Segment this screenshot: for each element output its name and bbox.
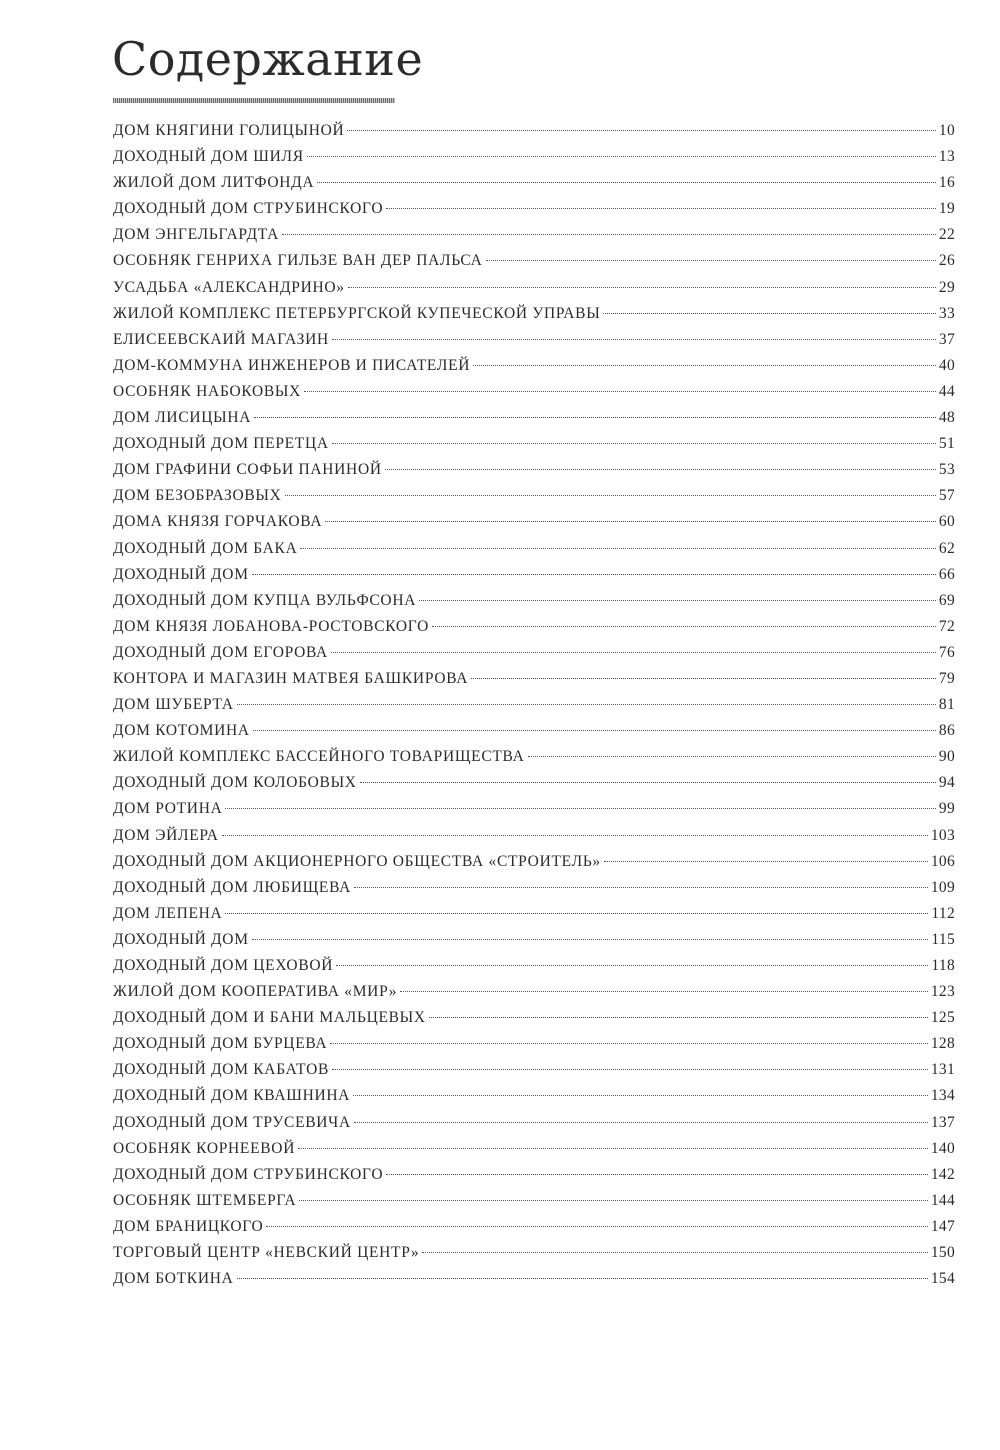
toc-entry[interactable] bbox=[113, 383, 955, 409]
toc-entry-page-number: 128 bbox=[930, 1035, 955, 1053]
toc-entry-page-number: 48 bbox=[938, 409, 955, 427]
toc-entry-title: ДОХОДНЫЙ ДОМ КАБАТОВ bbox=[113, 1061, 330, 1079]
toc-entry[interactable] bbox=[113, 1166, 955, 1192]
toc-entry[interactable] bbox=[113, 618, 955, 644]
toc-entry-page-number: 69 bbox=[938, 591, 955, 609]
toc-entry-title: ДОХОДНЫЙ ДОМ И БАНИ МАЛЬЦЕВЫХ bbox=[113, 1009, 426, 1027]
toc-entry-title: ЖИЛОЙ КОМПЛЕКС ПЕТЕРБУРГСКОЙ КУПЕЧЕСКОЙ УПРАВЫ bbox=[113, 304, 601, 322]
dot-leader bbox=[330, 1043, 928, 1044]
toc-entry[interactable] bbox=[113, 1270, 955, 1296]
toc-entry-title: ДОМ ЛИСИЦЫНА bbox=[113, 409, 252, 427]
toc-entry[interactable] bbox=[113, 305, 955, 331]
dot-leader bbox=[400, 991, 928, 992]
toc-entry-page-number: 16 bbox=[938, 174, 955, 192]
toc-entry[interactable] bbox=[113, 592, 955, 618]
toc-entry-page-number: 90 bbox=[938, 748, 955, 766]
toc-entry[interactable] bbox=[113, 1009, 955, 1035]
toc-entry-title: ТОРГОВЫЙ ЦЕНТР «НЕВСКИЙ ЦЕНТР» bbox=[113, 1244, 420, 1262]
toc-entry-page-number: 13 bbox=[938, 148, 955, 166]
toc-entry[interactable] bbox=[113, 409, 955, 435]
toc-entry-title: ДОМ ГРАФИНИ СОФЬИ ПАНИНОЙ bbox=[113, 461, 382, 479]
dot-leader bbox=[432, 626, 936, 627]
toc-entry-title: ДОМ КОТОМИНА bbox=[113, 722, 250, 740]
toc-entry-page-number: 86 bbox=[938, 722, 955, 740]
dot-leader bbox=[325, 521, 936, 522]
toc-entry-page-number: 103 bbox=[930, 826, 955, 844]
toc-entry[interactable] bbox=[113, 461, 955, 487]
toc-entry-page-number: 22 bbox=[938, 226, 955, 244]
toc-entry[interactable] bbox=[113, 644, 955, 670]
toc-entry[interactable] bbox=[113, 696, 955, 722]
toc-entry-page-number: 137 bbox=[930, 1113, 955, 1131]
dot-leader bbox=[336, 965, 928, 966]
toc-entry[interactable] bbox=[113, 748, 955, 774]
toc-entry[interactable] bbox=[113, 566, 955, 592]
toc-entry-page-number: 150 bbox=[930, 1244, 955, 1262]
toc-entry-title: ОСОБНЯК ГЕНРИХА ГИЛЬЗЕ ВАН ДЕР ПАЛЬСА bbox=[113, 252, 483, 270]
dot-leader bbox=[353, 1095, 928, 1096]
dot-leader bbox=[528, 756, 936, 757]
toc-entry[interactable] bbox=[113, 1114, 955, 1140]
toc-entry-title: ДОМ ШУБЕРТА bbox=[113, 696, 234, 714]
toc-entry[interactable] bbox=[113, 853, 955, 879]
dot-leader bbox=[222, 835, 928, 836]
dot-leader bbox=[385, 469, 936, 470]
toc-entry-title: ДОХОДНЫЙ ДОМ ТРУСЕВИЧА bbox=[113, 1113, 351, 1131]
toc-entry-title: ДОХОДНЫЙ ДОМ КУПЦА ВУЛЬФСОНА bbox=[113, 591, 417, 609]
toc-entry[interactable] bbox=[113, 957, 955, 983]
toc-entry-title: ДОМ РОТИНА bbox=[113, 800, 223, 818]
toc-entry[interactable] bbox=[113, 357, 955, 383]
toc-entry-title: ДОХОДНЫЙ ДОМ bbox=[113, 565, 249, 583]
toc-entry-page-number: 37 bbox=[938, 330, 955, 348]
toc-entry[interactable] bbox=[113, 905, 955, 931]
dot-leader bbox=[603, 313, 935, 314]
dot-leader bbox=[354, 887, 928, 888]
toc-entry-title: ОСОБНЯК ШТЕМБЕРГА bbox=[113, 1191, 297, 1209]
toc-entry[interactable] bbox=[113, 1192, 955, 1218]
dot-leader bbox=[298, 1148, 928, 1149]
toc-entry[interactable] bbox=[113, 800, 955, 826]
toc-entry-title: ДОХОДНЫЙ ДОМ ЛЮБИЩЕВА bbox=[113, 878, 352, 896]
toc-entry[interactable] bbox=[113, 252, 955, 278]
toc-entry-title: ДОМ БРАНИЦКОГО bbox=[113, 1217, 264, 1235]
toc-entry-page-number: 118 bbox=[931, 957, 955, 974]
toc-entry-page-number: 106 bbox=[930, 852, 955, 870]
dot-leader bbox=[386, 208, 936, 209]
toc-entry-title: ДОХОДНЫЙ ДОМ КВАШНИНА bbox=[113, 1087, 351, 1105]
toc-entry-title: ДОХОДНЫЙ ДОМ БАКА bbox=[113, 539, 298, 557]
dot-leader bbox=[354, 1122, 928, 1123]
toc-entry-page-number: 112 bbox=[931, 904, 955, 922]
dot-leader bbox=[486, 260, 936, 261]
toc-entry-page-number: 26 bbox=[938, 252, 955, 270]
toc-entry[interactable] bbox=[113, 722, 955, 748]
dot-leader bbox=[225, 808, 935, 809]
toc-entry-title: ЖИЛОЙ ДОМ КООПЕРАТИВА «МИР» bbox=[113, 983, 398, 1001]
dot-leader bbox=[348, 287, 936, 288]
dot-leader bbox=[332, 339, 936, 340]
toc-entry-title: ДОХОДНЫЙ ДОМ СТРУБИНСКОГО bbox=[113, 200, 384, 218]
page-title: Содержание bbox=[112, 32, 424, 86]
toc-entry-title: ДОМ ЭНГЕЛЬГАРДТА bbox=[113, 226, 280, 244]
toc-entry[interactable] bbox=[113, 148, 955, 174]
toc-entry[interactable] bbox=[113, 174, 955, 200]
toc-entry-page-number: 29 bbox=[938, 278, 955, 296]
toc-entry[interactable] bbox=[113, 331, 955, 357]
toc-entry-title: ДОХОДНЫЙ ДОМ ЦЕХОВОЙ bbox=[113, 957, 334, 974]
toc-entry-page-number: 33 bbox=[938, 304, 955, 322]
dot-leader bbox=[422, 1252, 927, 1253]
toc-entry[interactable] bbox=[113, 827, 955, 853]
toc-entry-title: ДОМ ЛЕПЕНА bbox=[113, 904, 223, 922]
toc-entry-page-number: 147 bbox=[930, 1217, 955, 1235]
toc-entry-page-number: 79 bbox=[938, 669, 955, 687]
dot-leader bbox=[253, 730, 936, 731]
toc-entry[interactable] bbox=[113, 1218, 955, 1244]
dot-leader bbox=[317, 182, 936, 183]
dot-leader bbox=[254, 417, 936, 418]
toc-entry-title: ДОХОДНЫЙ ДОМ АКЦИОНЕРНОГО ОБЩЕСТВА «СТРОИТЕЛЬ» bbox=[113, 852, 601, 870]
toc-entry[interactable] bbox=[113, 1244, 955, 1270]
toc-entry-page-number: 72 bbox=[938, 617, 955, 635]
dot-leader bbox=[266, 1226, 927, 1227]
dot-leader bbox=[419, 600, 936, 601]
toc-entry-title: ДОХОДНЫЙ ДОМ bbox=[113, 930, 249, 948]
toc-entry-page-number: 140 bbox=[930, 1139, 955, 1157]
dot-leader bbox=[252, 939, 929, 940]
toc-entry-page-number: 66 bbox=[938, 565, 955, 583]
toc-entry-title: ЖИЛОЙ КОМПЛЕКС БАССЕЙНОГО ТОВАРИЩЕСТВА bbox=[113, 748, 525, 766]
toc-entry-title: ДОМ ЭЙЛЕРА bbox=[113, 826, 219, 844]
toc-entry[interactable] bbox=[113, 122, 955, 148]
dot-leader bbox=[429, 1017, 928, 1018]
toc-entry-title: ДОХОДНЫЙ ДОМ БУРЦЕВА bbox=[113, 1035, 328, 1053]
toc-entry-page-number: 109 bbox=[930, 878, 955, 896]
toc-entry[interactable] bbox=[113, 226, 955, 252]
dot-leader bbox=[307, 156, 936, 157]
toc-entry-title: ДОХОДНЫЙ ДОМ ПЕРЕТЦА bbox=[113, 435, 329, 453]
toc-entry-title: ЕЛИСЕЕВСКАИЙ МАГАЗИН bbox=[113, 330, 329, 348]
toc-entry[interactable] bbox=[113, 774, 955, 800]
dot-leader bbox=[285, 495, 936, 496]
toc-entry[interactable] bbox=[113, 487, 955, 513]
toc-entry-page-number: 81 bbox=[938, 696, 955, 714]
toc-entry-title: ДОМА КНЯЗЯ ГОРЧАКОВА bbox=[113, 513, 323, 531]
dot-leader bbox=[473, 365, 936, 366]
toc-entry-page-number: 144 bbox=[930, 1191, 955, 1209]
toc-entry-title: ДОХОДНЫЙ ДОМ СТРУБИНСКОГО bbox=[113, 1165, 384, 1183]
dot-leader bbox=[225, 913, 928, 914]
toc-entry-page-number: 154 bbox=[930, 1270, 955, 1288]
toc-entry-page-number: 99 bbox=[938, 800, 955, 818]
dot-leader bbox=[360, 782, 936, 783]
toc-entry[interactable] bbox=[113, 1035, 955, 1061]
toc-entry-page-number: 57 bbox=[938, 487, 955, 505]
toc-entry-page-number: 125 bbox=[930, 1009, 955, 1027]
dot-leader bbox=[347, 130, 935, 131]
dot-leader bbox=[282, 234, 936, 235]
dot-leader bbox=[237, 704, 936, 705]
dot-leader bbox=[386, 1174, 928, 1175]
toc-entry-title: ДОМ КНЯГИНИ ГОЛИЦЫНОЙ bbox=[113, 122, 345, 139]
toc-entry-page-number: 142 bbox=[930, 1165, 955, 1183]
toc-entry-page-number: 60 bbox=[938, 513, 955, 531]
toc-entry-title: ДОМ БОТКИНА bbox=[113, 1270, 234, 1288]
toc-entry-page-number: 131 bbox=[930, 1061, 955, 1079]
toc-entry-page-number: 10 bbox=[938, 122, 955, 139]
toc-entry[interactable] bbox=[113, 879, 955, 905]
toc-entry[interactable] bbox=[113, 513, 955, 539]
dot-leader bbox=[237, 1278, 928, 1279]
toc-entry[interactable] bbox=[113, 1140, 955, 1166]
toc-entry-title: УСАДЬБА «АЛЕКСАНДРИНО» bbox=[113, 278, 345, 296]
toc-entry-page-number: 19 bbox=[938, 200, 955, 218]
toc-entry-page-number: 76 bbox=[938, 643, 955, 661]
toc-entry-page-number: 134 bbox=[930, 1087, 955, 1105]
toc-entry-page-number: 123 bbox=[930, 983, 955, 1001]
title-underline bbox=[113, 98, 395, 103]
toc-entry-page-number: 115 bbox=[931, 930, 955, 948]
toc-entry-title: ЖИЛОЙ ДОМ ЛИТФОНДА bbox=[113, 174, 315, 192]
toc-entry[interactable] bbox=[113, 435, 955, 461]
toc-entry-page-number: 62 bbox=[938, 539, 955, 557]
toc-entry-title: ДОМ-КОММУНА ИНЖЕНЕРОВ И ПИСАТЕЛЕЙ bbox=[113, 356, 471, 374]
toc-entry-title: ДОМ КНЯЗЯ ЛОБАНОВА-РОСТОВСКОГО bbox=[113, 617, 429, 635]
dot-leader bbox=[304, 391, 936, 392]
toc-entry-page-number: 53 bbox=[938, 461, 955, 479]
dot-leader bbox=[471, 678, 936, 679]
toc-entry[interactable] bbox=[113, 670, 955, 696]
dot-leader bbox=[299, 1200, 928, 1201]
toc-entry-title: ОСОБНЯК НАБОКОВЫХ bbox=[113, 382, 302, 400]
toc-entry-page-number: 40 bbox=[938, 356, 955, 374]
toc-entry-page-number: 51 bbox=[938, 435, 955, 453]
table-of-contents bbox=[113, 122, 955, 1296]
dot-leader bbox=[331, 652, 936, 653]
toc-entry[interactable] bbox=[113, 540, 955, 566]
dot-leader bbox=[300, 548, 935, 549]
toc-entry[interactable] bbox=[113, 983, 955, 1009]
dot-leader bbox=[332, 443, 936, 444]
toc-entry[interactable] bbox=[113, 279, 955, 305]
dot-leader bbox=[332, 1069, 928, 1070]
toc-entry-page-number: 94 bbox=[938, 774, 955, 792]
dot-leader bbox=[604, 861, 928, 862]
toc-entry[interactable] bbox=[113, 931, 955, 957]
toc-entry-title: ДОХОДНЫЙ ДОМ ШИЛЯ bbox=[113, 148, 304, 166]
toc-entry-title: ДОХОДНЫЙ ДОМ ЕГОРОВА bbox=[113, 643, 328, 661]
toc-entry-title: ДОХОДНЫЙ ДОМ КОЛОБОВЫХ bbox=[113, 774, 357, 792]
toc-entry-title: КОНТОРА И МАГАЗИН МАТВЕЯ БАШКИРОВА bbox=[113, 669, 469, 687]
toc-entry[interactable] bbox=[113, 200, 955, 226]
dot-leader bbox=[252, 574, 936, 575]
toc-entry[interactable] bbox=[113, 1061, 955, 1087]
toc-entry-title: ДОМ БЕЗОБРАЗОВЫХ bbox=[113, 487, 282, 505]
toc-entry[interactable] bbox=[113, 1087, 955, 1113]
toc-entry-title: ОСОБНЯК КОРНЕЕВОЙ bbox=[113, 1139, 296, 1157]
toc-entry-page-number: 44 bbox=[938, 382, 955, 400]
